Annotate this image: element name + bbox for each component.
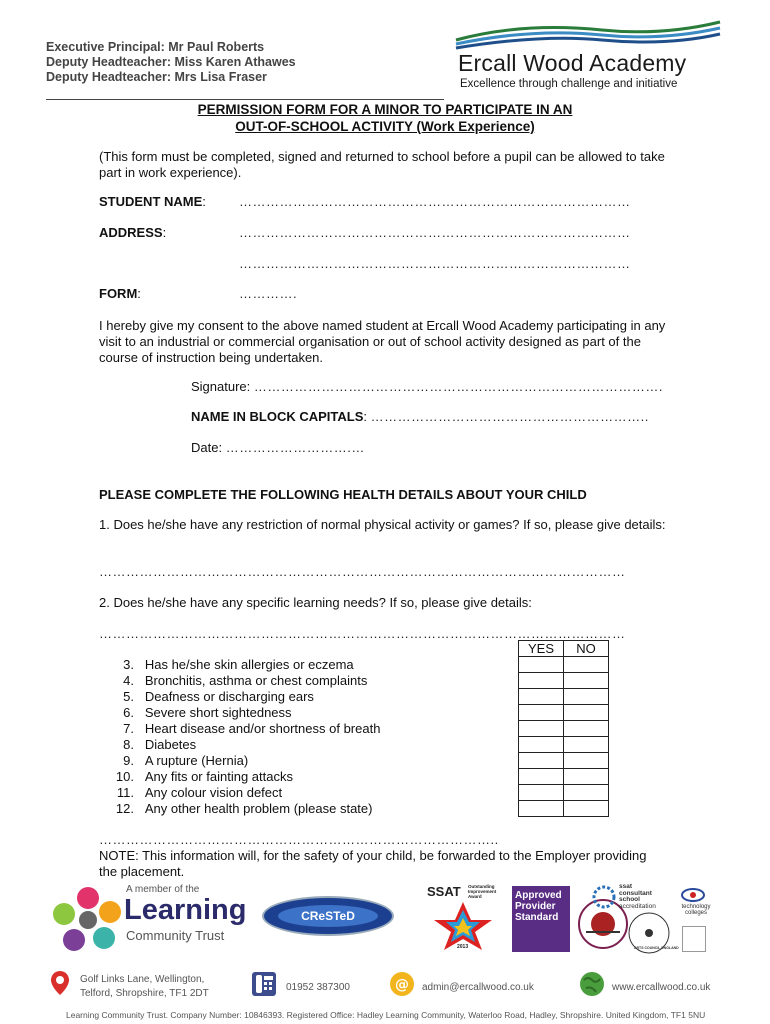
ssat-consultant-icon (591, 884, 617, 910)
no-checkbox[interactable] (564, 721, 609, 737)
block-name-row: NAME IN BLOCK CAPITALS: …………………………………………………….. (191, 409, 649, 424)
note-text: NOTE: This information will, for the safety of your child, be forwarded to the Employer providing the placement. (99, 848, 647, 879)
no-checkbox[interactable] (564, 657, 609, 673)
footer-contacts (46, 964, 726, 1004)
list-item: 11. Any colour vision defect (116, 785, 283, 800)
logo-tagline: Excellence through challenge and initiative (460, 78, 678, 90)
list-item: 12. Any other health problem (please state) (115, 801, 373, 816)
form-row: FORM: (99, 286, 141, 301)
staff-list (46, 40, 296, 85)
yes-checkbox[interactable] (519, 657, 564, 673)
block-name-label: NAME IN BLOCK CAPITALS (191, 409, 364, 424)
list-item: 10. Any fits or fainting attacks (115, 769, 293, 784)
yes-checkbox[interactable] (519, 801, 564, 817)
lct-trust: Community Trust (126, 928, 225, 943)
health-list (99, 657, 380, 817)
ssat-award-text: Outstanding Improvement Award (468, 884, 497, 899)
no-checkbox[interactable] (564, 801, 609, 817)
yes-checkbox[interactable] (519, 673, 564, 689)
phone-number: 01952 387300 (286, 982, 350, 993)
yes-checkbox[interactable] (519, 689, 564, 705)
tech-colleges-text: technology colleges (681, 904, 711, 916)
no-checkbox[interactable] (564, 705, 609, 721)
address: Golf Links Lane, Wellington, Telford, Shropshire, TF1 2DT (80, 974, 209, 999)
lct-member: A member of the (126, 884, 200, 895)
list-item: 8. Diabetes (123, 737, 197, 752)
student-name-field[interactable]: …………………………………………………………………………… (239, 194, 631, 209)
date-label: Date: (191, 440, 223, 455)
no-header: NO (564, 641, 609, 657)
email-icon (388, 970, 416, 998)
arts-council-icon (624, 908, 674, 958)
list-item: 9. A rupture (Hernia) (123, 753, 249, 768)
intro-text: (This form must be completed, signed and returned to school before a pupil can be allowed to take part in work experience). (99, 149, 665, 180)
staff-line: Executive Principal: Mr Paul Roberts (46, 40, 265, 54)
address-row: ADDRESS: (99, 225, 167, 240)
signature-label: Signature: (191, 379, 251, 394)
hills-icon (452, 16, 724, 52)
svg-text:@: @ (395, 977, 409, 993)
website[interactable]: www.ercallwood.co.uk (612, 982, 711, 993)
student-name-row: STUDENT NAME: (99, 194, 206, 209)
school-logo (452, 16, 724, 96)
form-field[interactable]: …………. (239, 286, 298, 301)
globe-icon (578, 970, 606, 998)
ssat-year: 2013 (457, 944, 469, 950)
list-item: 4. Bronchitis, asthma or chest complaints (123, 673, 368, 688)
staff-line: Deputy Headteacher: Miss Karen Athawes (46, 55, 296, 69)
question-1: 1. Does he/she have any restriction of normal physical activity or games? If so, please give details: (99, 517, 666, 532)
lct-flower-icon (52, 884, 124, 956)
consent-text: I hereby give my consent to the above named student at Ercall Wood Academy participating in any visit to an industrial or commercial organisation or out of school activity designed as part of the course of instruction being undertaken. (99, 318, 666, 365)
arts-council-text: ARTS COUNCIL ENGLAND (634, 946, 679, 950)
crested-logo (262, 896, 394, 936)
question-2: 2. Does he/she have any specific learning needs? If so, please give details: (99, 595, 532, 610)
yes-header: YES (519, 641, 564, 657)
health-heading: PLEASE COMPLETE THE FOLLOWING HEALTH DETAILS ABOUT YOUR CHILD (99, 487, 587, 502)
address-field-2[interactable]: …………………………………………………………………………… (239, 256, 631, 271)
student-name-label: STUDENT NAME (99, 194, 203, 209)
no-checkbox[interactable] (564, 785, 609, 801)
small-document-icon (682, 926, 706, 952)
no-checkbox[interactable] (564, 673, 609, 689)
date-field[interactable]: ……………………….… (225, 440, 365, 455)
phone-icon (250, 970, 278, 998)
tech-colleges-icon (680, 886, 706, 904)
no-checkbox[interactable] (564, 753, 609, 769)
yes-checkbox[interactable] (519, 753, 564, 769)
location-pin-icon (50, 970, 70, 996)
logo-strip (46, 880, 726, 960)
block-name-field[interactable]: …………………………………………………….. (370, 409, 649, 424)
list-item: 3. Has he/she skin allergies or eczema (123, 657, 354, 672)
lct-learning: Learning (124, 894, 247, 926)
no-checkbox[interactable] (564, 769, 609, 785)
signature-field[interactable]: ………………………………………………………………………………. (253, 379, 664, 394)
address-field-1[interactable]: …………………………………………………………………………… (239, 225, 631, 240)
yes-checkbox[interactable] (519, 785, 564, 801)
yes-checkbox[interactable] (519, 769, 564, 785)
title-line: PERMISSION FORM FOR A MINOR TO PARTICIPATE IN AN (197, 102, 573, 117)
logo-title: Ercall Wood Academy (458, 50, 687, 76)
question-1-field[interactable]: ……………………………………………………………………………………………………… (99, 564, 626, 579)
address-label: ADDRESS (99, 225, 163, 240)
list-item: 7. Heart disease and/or shortness of breath (123, 721, 381, 736)
header-divider (46, 99, 444, 100)
list-item: 5. Deafness or discharging ears (123, 689, 314, 704)
ssat-text: SSAT (427, 884, 461, 899)
legal-text: Learning Community Trust. Company Number: 10846393. Registered Office: Hadley Learning Community, Waterloo Road, Hadley, Shropshire. United Kingdom, TF1 5NU (66, 1010, 706, 1020)
yes-no-table (518, 640, 609, 817)
no-checkbox[interactable] (564, 737, 609, 753)
form-title (60, 101, 710, 135)
other-problem-field[interactable]: …………………………………………………………………………….. (99, 832, 499, 847)
crested-text: CReSTeD (278, 905, 378, 927)
yes-checkbox[interactable] (519, 737, 564, 753)
date-row (191, 440, 365, 455)
list-item: 6. Severe short sightedness (123, 705, 292, 720)
signature-row (191, 379, 663, 394)
email-address[interactable]: admin@ercallwood.co.uk (422, 982, 534, 993)
title-line: OUT-OF-SCHOOL ACTIVITY (Work Experience) (235, 119, 535, 134)
ssat-consultant-text: ssat consultant school accreditation (619, 883, 656, 910)
yes-checkbox[interactable] (519, 705, 564, 721)
form-label: FORM (99, 286, 138, 301)
staff-line: Deputy Headteacher: Mrs Lisa Fraser (46, 70, 267, 84)
yes-checkbox[interactable] (519, 721, 564, 737)
approved-provider-badge: Approved Provider Standard (512, 886, 570, 952)
no-checkbox[interactable] (564, 689, 609, 705)
question-2-field[interactable]: ……………………………………………………………………………………………………… (99, 626, 626, 641)
